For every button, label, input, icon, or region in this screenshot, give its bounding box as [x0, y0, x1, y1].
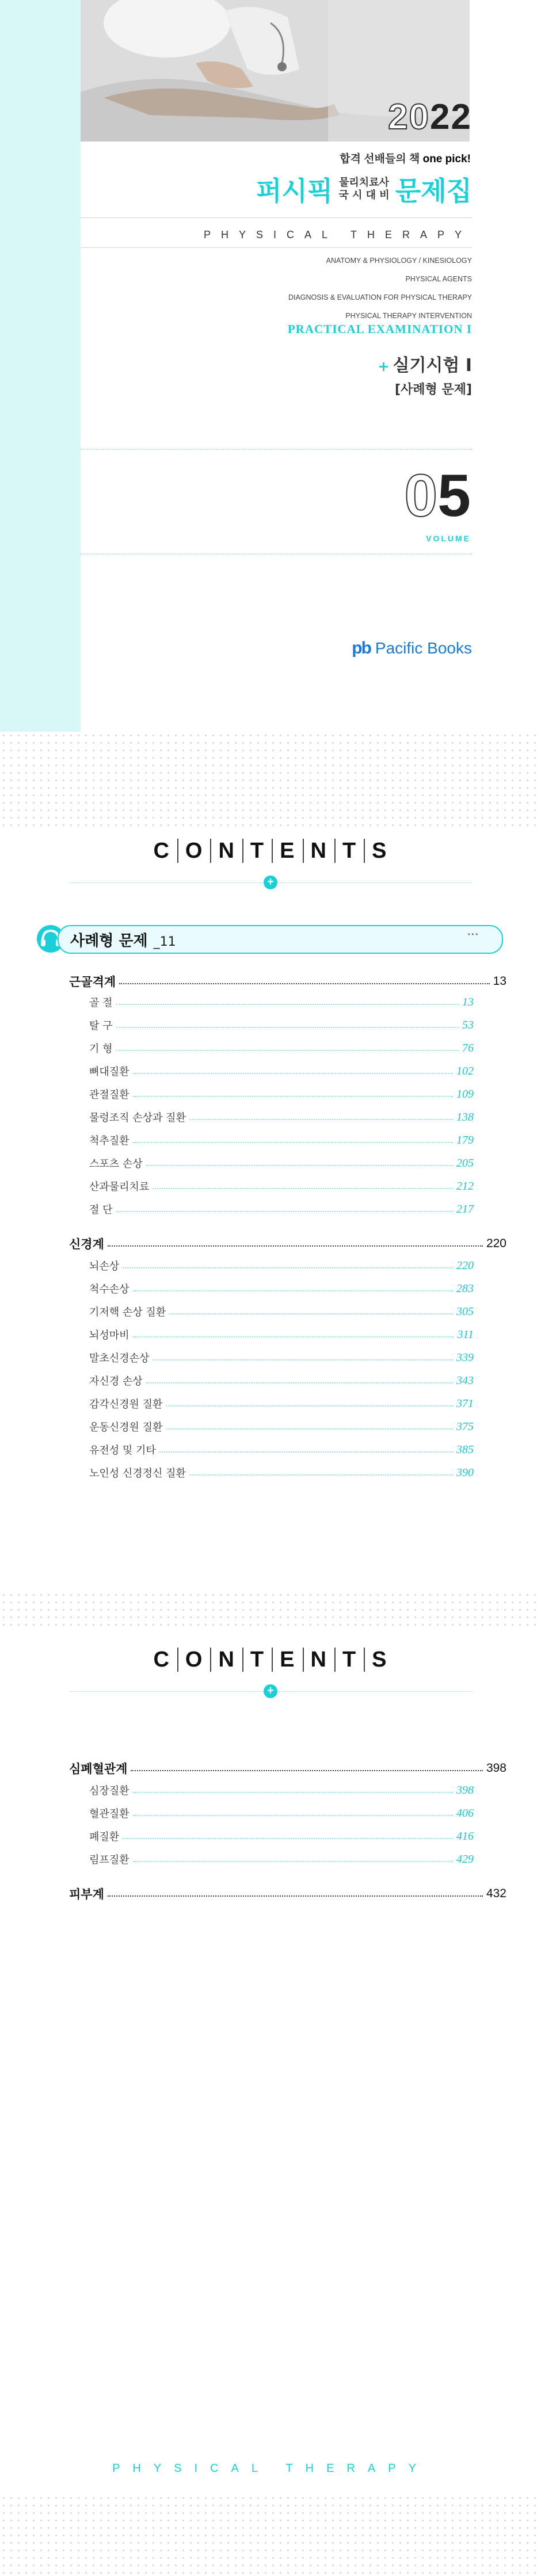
toc-item[interactable] — [89, 1258, 474, 1274]
contents-title — [0, 839, 541, 863]
toc-item-page: 138 — [456, 1110, 474, 1123]
toc-item[interactable] — [89, 1396, 474, 1412]
toc-leader — [146, 1165, 453, 1166]
volume-digit-0: 0 — [404, 463, 438, 529]
contents-letter: N — [211, 839, 243, 863]
toc-item-page: 311 — [457, 1328, 474, 1341]
toc-category-label: 신경계 — [69, 1237, 104, 1251]
brand-sub — [338, 177, 389, 202]
toc-item[interactable] — [89, 1782, 474, 1798]
toc-leader — [133, 1815, 453, 1816]
toc-item-page: 385 — [456, 1443, 474, 1456]
section-title-text: 사례형 문제 — [70, 932, 148, 950]
toc-item-label: 척추질환 — [89, 1135, 129, 1147]
publisher-mark: pb — [352, 639, 371, 658]
toc-leader — [108, 1895, 483, 1897]
contents-letter: O — [178, 1648, 212, 1672]
toc-item-label: 유전성 및 기타 — [89, 1444, 156, 1457]
tagline-text: 합격 선배들의 책 — [340, 153, 420, 165]
toc-item-label: 혈관질환 — [89, 1808, 129, 1820]
toc-leader — [133, 1096, 453, 1097]
contents-letter: T — [336, 1648, 365, 1672]
cover-tagline — [340, 150, 471, 166]
toc-leader — [119, 983, 489, 984]
toc-item[interactable] — [89, 1851, 474, 1867]
toc-item-page: 53 — [462, 1018, 474, 1031]
tagline-pick: one pick! — [422, 153, 471, 165]
section-title — [70, 929, 176, 950]
toc-item[interactable] — [89, 1086, 474, 1102]
contents-letter: S — [372, 839, 388, 863]
toc-item[interactable] — [89, 1155, 474, 1171]
plus-icon: + — [378, 358, 390, 374]
toc-leader — [108, 1245, 483, 1247]
toc-item-label: 림프질환 — [89, 1854, 129, 1866]
year-outline: 20 — [388, 97, 430, 137]
brand-book: 문제집 — [395, 175, 472, 207]
cover-rule-top — [81, 217, 472, 218]
toc-item-page: 339 — [456, 1351, 474, 1364]
toc-leader — [133, 1792, 453, 1793]
toc-item-label: 기저핵 손상 질환 — [89, 1306, 166, 1318]
toc-item[interactable] — [89, 1178, 474, 1194]
toc-leader — [133, 1142, 453, 1143]
physical-therapy-spaced: PHYSICAL THERAPY — [203, 229, 472, 240]
toc-item-page: 371 — [456, 1397, 474, 1410]
toc-item-page: 305 — [456, 1305, 474, 1318]
cover-rule-bottom — [81, 247, 472, 248]
toc-leader — [133, 1290, 453, 1291]
toc-item-label: 뇌손상 — [89, 1260, 120, 1272]
subject-item: PHYSICAL AGENTS — [405, 275, 472, 283]
toc-item[interactable] — [89, 1419, 474, 1435]
toc-item-label: 뼈대질환 — [89, 1066, 129, 1078]
page-gap-pattern — [0, 2494, 541, 2576]
toc-item-page: 343 — [456, 1374, 474, 1387]
subject-item: PHYSICAL THERAPY INTERVENTION — [345, 312, 472, 320]
toc-item-page: 375 — [456, 1420, 474, 1433]
toc-leader — [123, 1267, 453, 1268]
volume-number — [404, 463, 471, 529]
toc-leader — [133, 1861, 453, 1862]
contents-letter: T — [243, 839, 273, 863]
toc-leader — [189, 1119, 453, 1120]
toc-item-label: 감각신경원 질환 — [89, 1398, 163, 1411]
toc-category[interactable] — [69, 1235, 506, 1253]
toc-item-label: 심장질환 — [89, 1785, 129, 1797]
toc-item-page: 76 — [462, 1041, 474, 1054]
toc-category-label: 심폐혈관계 — [69, 1762, 128, 1776]
section-header — [35, 923, 506, 954]
toc-category-page: 432 — [486, 1887, 506, 1900]
subject-list — [288, 251, 472, 325]
toc-item-page: 13 — [462, 995, 474, 1008]
toc-category-page: 398 — [486, 1761, 506, 1775]
toc-leader — [133, 1336, 454, 1337]
exam-title-en: PRACTICAL EXAMINATION I — [287, 322, 472, 336]
toc-leader — [123, 1838, 453, 1839]
contents-letter: N — [304, 839, 336, 863]
publisher-name: Pacific Books — [375, 639, 472, 657]
toc-item-page: 220 — [456, 1259, 474, 1272]
toc-item[interactable] — [89, 1304, 474, 1320]
toc-item-page: 406 — [456, 1806, 474, 1820]
toc-item-label: 탈 구 — [89, 1020, 113, 1032]
toc-item-page: 109 — [456, 1087, 474, 1100]
subject-item: ANATOMY & PHYSIOLOGY / KINESIOLOGY — [326, 257, 472, 265]
toc-item[interactable] — [89, 1465, 474, 1481]
brand-main: 퍼시픽 — [256, 175, 333, 207]
contents-letter: S — [372, 1648, 388, 1672]
toc-item[interactable] — [89, 1109, 474, 1125]
toc-item-label: 물렁조직 손상과 질환 — [89, 1112, 186, 1124]
page-gap-pattern — [0, 732, 541, 828]
exam-title-kr-text: 실기시험 Ⅰ — [393, 356, 472, 376]
toc-item[interactable] — [89, 1201, 474, 1217]
contents-letter: C — [146, 1648, 178, 1672]
toc-category[interactable] — [69, 1759, 506, 1778]
exam-title-kr — [378, 351, 472, 376]
toc-item-label: 척수손상 — [89, 1283, 129, 1295]
section-page: _11 — [153, 935, 176, 949]
toc-item[interactable] — [89, 1350, 474, 1366]
toc-item[interactable] — [89, 1373, 474, 1389]
toc-item-label: 뇌성마비 — [89, 1329, 129, 1341]
toc-leader — [153, 1359, 453, 1360]
toc-item-label: 노인성 신경정신 질환 — [89, 1467, 186, 1480]
toc-category-page: 13 — [493, 974, 506, 988]
plus-icon: + — [264, 876, 277, 889]
toc-item-page: 102 — [456, 1064, 474, 1077]
toc-item-label: 폐질환 — [89, 1831, 120, 1843]
toc-item[interactable] — [89, 994, 474, 1010]
book-cover — [0, 0, 541, 732]
toc-leader — [146, 1382, 453, 1383]
toc-item[interactable] — [89, 1805, 474, 1821]
contents-letter: C — [146, 839, 178, 863]
contents-letter: T — [336, 839, 365, 863]
toc-item-label: 절 단 — [89, 1204, 113, 1216]
toc-item[interactable] — [89, 1132, 474, 1148]
brand-sub-line1: 물리치료사 — [339, 177, 389, 189]
exam-subtitle: [사례형 문제] — [394, 383, 472, 397]
toc-item[interactable] — [89, 1017, 474, 1033]
toc-category[interactable] — [69, 1885, 506, 1903]
year-solid: 22 — [430, 97, 472, 137]
toc-item-page: 429 — [456, 1852, 474, 1866]
toc-leader — [133, 1073, 453, 1074]
edition-year — [388, 97, 472, 137]
toc-item-label: 산과물리치료 — [89, 1181, 150, 1193]
contents-letter: E — [273, 839, 303, 863]
toc-item-label: 관절질환 — [89, 1089, 129, 1101]
toc-leader — [159, 1451, 453, 1453]
toc-item-label: 자신경 손상 — [89, 1375, 143, 1388]
toc-item-label: 골 절 — [89, 997, 113, 1009]
toc-item-label: 말초신경손상 — [89, 1352, 150, 1365]
volume-label: VOLUME — [426, 534, 471, 543]
toc-leader — [169, 1313, 453, 1314]
contents-letter: N — [304, 1648, 336, 1672]
toc-item[interactable] — [89, 1281, 474, 1297]
toc-leader — [116, 1027, 459, 1028]
cover-dotted-rule — [81, 553, 472, 555]
page-footer-text: PHYSICAL THERAPY — [112, 2462, 429, 2475]
toc-item-label: 스포츠 손상 — [89, 1158, 143, 1170]
cover-dotted-rule — [81, 449, 472, 450]
toc-item[interactable] — [89, 1327, 474, 1343]
contents-letter: N — [211, 1648, 243, 1672]
toc-leader — [116, 1050, 459, 1051]
toc-leader — [116, 1004, 459, 1005]
brand-sub-line2: 국 시 대 비 — [338, 189, 390, 201]
toc-item-page: 416 — [456, 1829, 474, 1843]
contents-letter: E — [273, 1648, 303, 1672]
subject-item: DIAGNOSIS & EVALUATION FOR PHYSICAL THERAPY — [288, 293, 472, 301]
contents-title — [0, 1648, 541, 1672]
toc-leader — [153, 1188, 453, 1189]
toc-item-label: 기 형 — [89, 1043, 113, 1055]
toc-category[interactable] — [69, 972, 506, 991]
toc-item-label: 운동신경원 질환 — [89, 1421, 163, 1434]
more-dots-icon: ··· — [467, 928, 479, 941]
toc-item[interactable] — [89, 1442, 474, 1458]
toc-leader — [131, 1770, 483, 1771]
toc-leader — [189, 1474, 453, 1476]
toc-category-label: 피부계 — [69, 1887, 104, 1901]
toc-category-label: 근골격계 — [69, 975, 116, 989]
toc-item-page: 390 — [456, 1466, 474, 1479]
toc-item-page: 398 — [456, 1783, 474, 1797]
toc-leader — [166, 1405, 453, 1407]
page-gap-pattern — [0, 1591, 541, 1631]
contents-page-1 — [0, 828, 541, 1591]
contents-letter: O — [178, 839, 212, 863]
toc-item[interactable] — [89, 1828, 474, 1844]
book-brand — [256, 169, 472, 209]
toc-leader — [166, 1428, 453, 1430]
toc-leader — [116, 1211, 454, 1212]
toc-item-page: 212 — [456, 1179, 474, 1193]
toc-item[interactable] — [89, 1063, 474, 1079]
volume-digit-5: 5 — [437, 463, 471, 529]
cover-side-band — [0, 0, 81, 732]
toc-item-page: 217 — [456, 1202, 474, 1216]
plus-icon: + — [264, 1684, 277, 1698]
toc-item-page: 205 — [456, 1156, 474, 1169]
contents-page-2 — [0, 1631, 541, 2494]
toc-item-page: 283 — [456, 1282, 474, 1295]
toc-category-page: 220 — [486, 1237, 506, 1250]
toc-item-page: 179 — [456, 1133, 474, 1146]
publisher-logo — [352, 639, 472, 658]
toc-item[interactable] — [89, 1040, 474, 1056]
contents-letter: T — [243, 1648, 273, 1672]
